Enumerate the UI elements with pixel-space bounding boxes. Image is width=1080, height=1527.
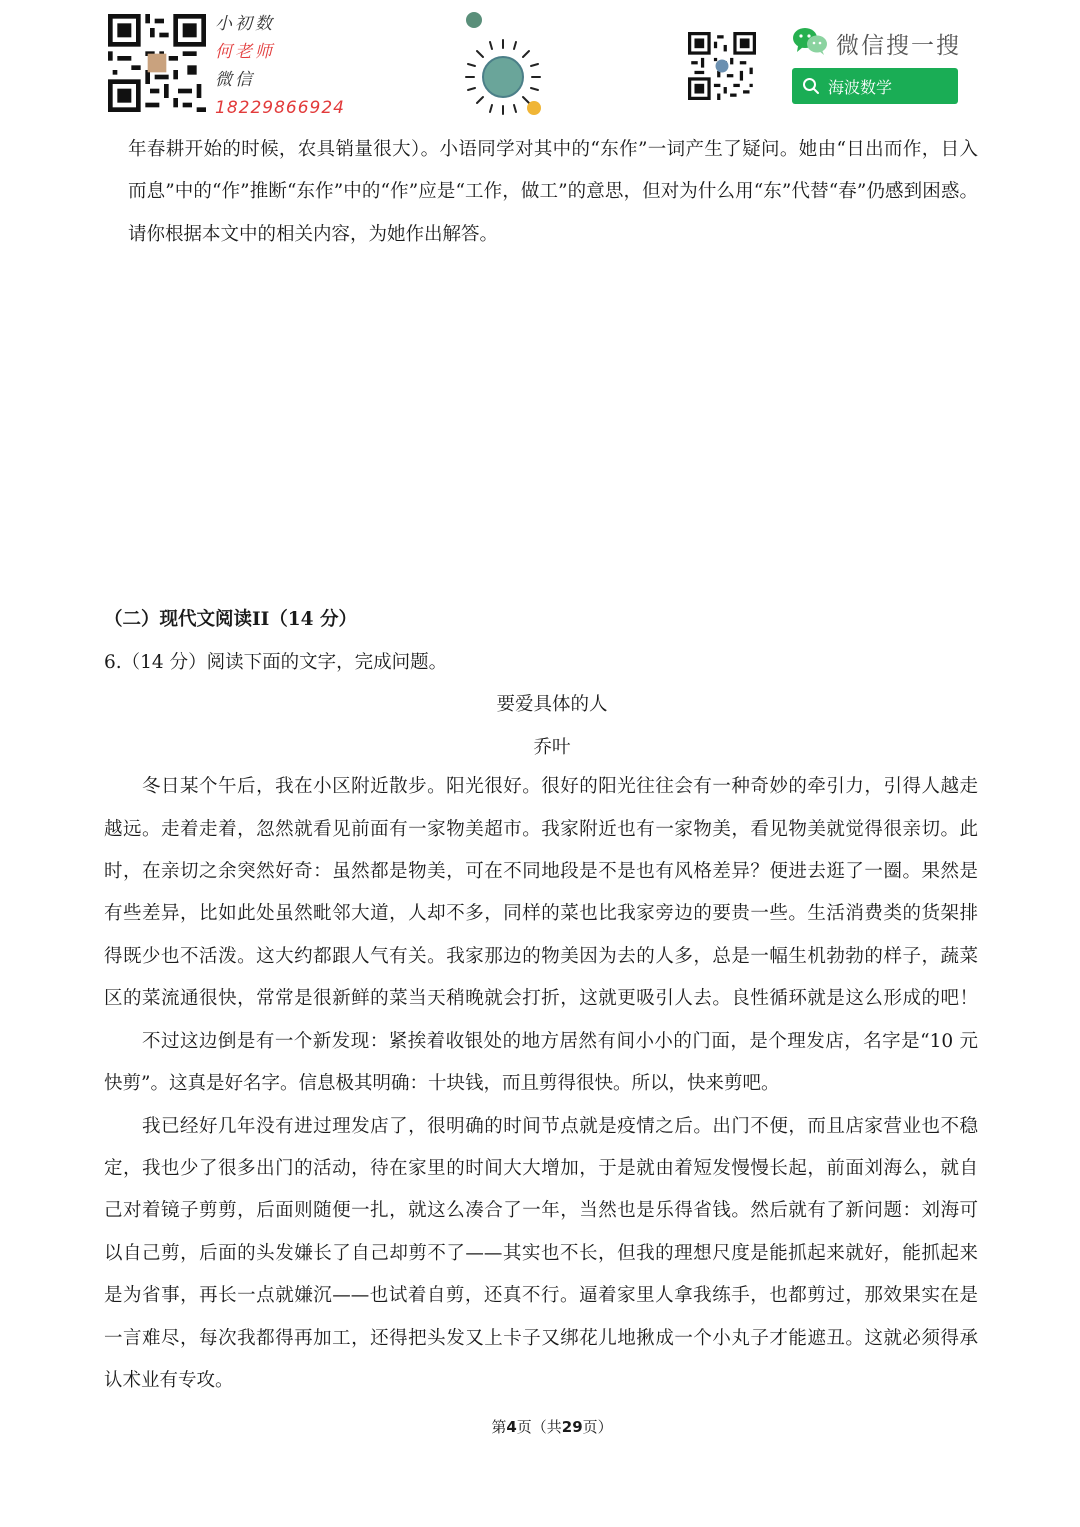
qr-code-icon [688,32,756,100]
wechat-search-widget [792,26,961,104]
section-heading: （二）现代文阅读II（14 分） [104,609,357,630]
article-line: 快剪”。这真是好名字。信息极其明确：十块钱，而且剪得很快。所以，快来剪吧。 [104,1073,780,1094]
page-total: 29 [561,1418,583,1436]
contact-teacher-name: 何老师 [215,42,275,62]
article-line: 冬日某个午后，我在小区附近散步。阳光很好。很好的阳光往往会有一种奇妙的牵引力，引得人越走 [142,776,978,797]
question-prompt: 6.（14 分）阅读下面的文字，完成问题。 [104,652,448,673]
wechat-search-box [792,68,958,104]
article-line: 越远。走着走着，忽然就看见前面有一家物美超市。我家附近也有一家物美，看见物美就觉得很亲切。此 [104,819,978,840]
footer-prefix: 第 [491,1418,507,1436]
article-title: 要爱具体的人 [496,694,608,715]
wechat-search-title: 微信搜一搜 [836,32,961,59]
article-line: 区的菜流通很快，常常是很新鲜的菜当天稍晚就会打折，这就更吸引人去。良性循环就是这么形成的吧！ [104,988,978,1009]
article-line: 认术业有专攻。 [104,1370,234,1391]
mini-program-logo-icon [466,12,482,28]
article-line: 我已经好几年没有进过理发店了，很明确的时间节点就是疫情之后。出门不便，而且店家营业也不稳 [142,1116,978,1137]
qr-code-icon [108,14,206,112]
wechat-icon [792,26,828,60]
contact-phone: 18229866924 [215,98,345,118]
search-icon [802,77,820,95]
article-line: 一言难尽，每次我都得再加工，还得把头发又上卡子又绑花儿地揪成一个小丸子才能遮丑。这就必须得承 [104,1328,978,1349]
article-line: 时，在亲切之余突然好奇：虽然都是物美，可在不同地段是不是也有风格差异？便进去逛了一圈。果然是 [104,861,978,882]
wechat-search-query: 海波数学 [828,77,893,97]
continuation-line: 而息”中的“作”推断“东作”中的“作”应是“工作，做工”的意思，但对为什么用“东”代替“春”仍感到困惑。 [128,181,978,202]
article-line: 是为省事，再长一点就嫌沉——也试着自剪，还真不行。逼着家里人拿我练手，也都剪过，那效果实在是 [104,1285,978,1306]
continuation-line: 请你根据本文中的相关内容，为她作出解答。 [128,224,499,245]
continuation-line: 年春耕开始的时候，农具销量很大）。小语同学对其中的“东作”一词产生了疑问。她由“日出而作，日入 [128,139,978,160]
page-footer [0,1416,1080,1437]
footer-middle: 页（共 [516,1418,562,1436]
contact-line-1: 小初数 [215,14,275,34]
contact-wechat-label: 微信 [215,70,255,90]
mini-program-code-icon [462,36,544,118]
article-author: 乔叶 [533,737,571,758]
article-line: 有些差异，比如此处虽然毗邻大道，人却不多，同样的菜也比我家旁边的要贵一些。生活消费类的货架排 [104,903,978,924]
article-line: 不过这边倒是有一个新发现：紧挨着收银处的地方居然有间小小的门面，是个理发店，名字是“10 元 [142,1031,978,1052]
page-number: 4 [506,1418,517,1436]
article-line: 得既少也不活泼。这大约都跟人气有关。我家那边的物美因为去的人多，总是一幅生机勃勃的样子，蔬菜 [104,946,978,967]
footer-suffix: 页） [582,1418,613,1436]
article-line: 以自己剪，后面的头发嫌长了自己却剪不了——其实也不长，但我的理想尺度是能抓起来就好，能抓起来 [104,1243,978,1264]
article-line: 己对着镜子剪剪，后面则随便一扎，就这么凑合了一年，当然也是乐得省钱。然后就有了新问题：刘海可 [104,1200,978,1221]
article-line: 定，我也少了很多出门的活动，待在家里的时间大大增加，于是就由着短发慢慢长起，前面刘海么，就自 [104,1158,978,1179]
contact-info [215,10,345,122]
header-banner [0,0,1080,125]
